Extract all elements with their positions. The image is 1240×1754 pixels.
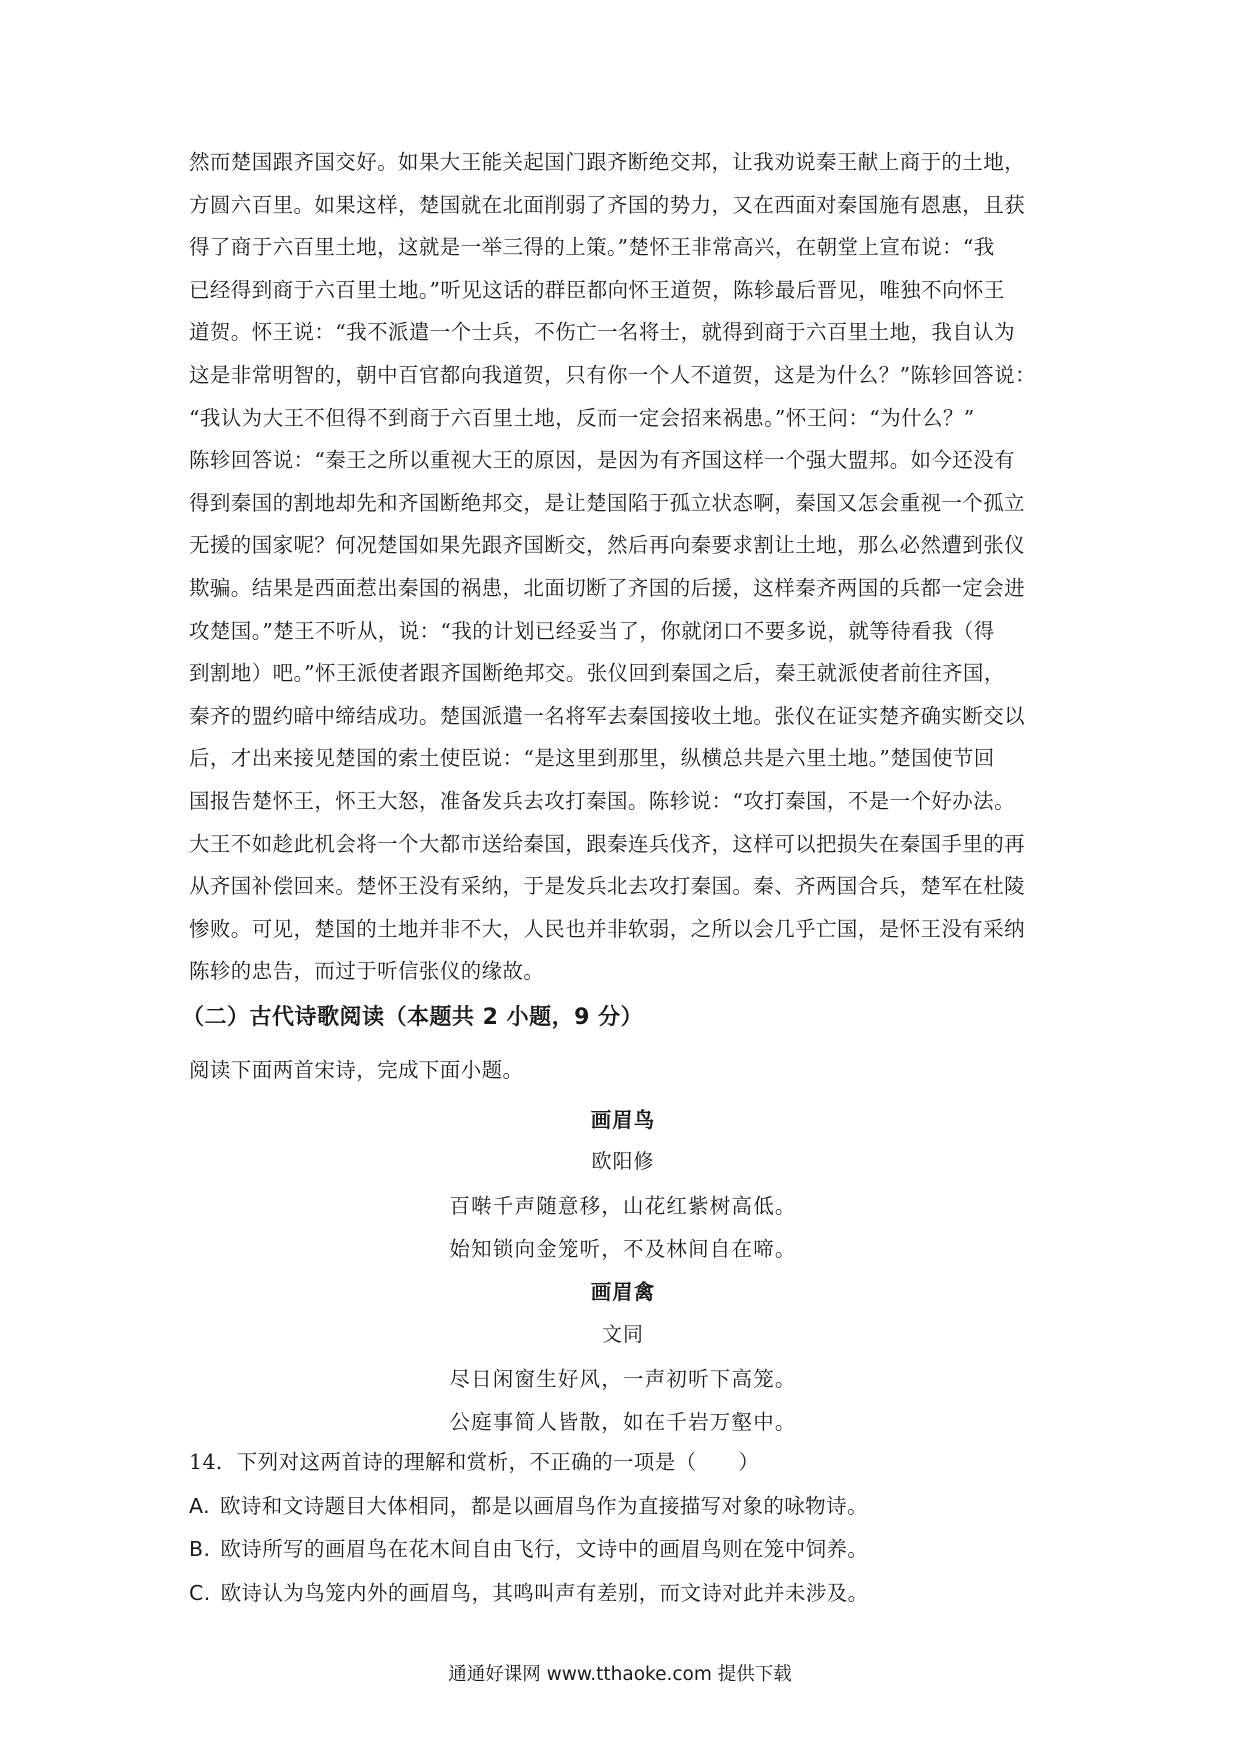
poem-line: 尽日闲窗生好风，一声初听下高笼。 bbox=[449, 1367, 797, 1391]
question-14-stem: 14．下列对这两首诗的理解和赏析，不正确的一项是（ ） bbox=[189, 1450, 760, 1474]
passage-line: 无援的国家呢？何况楚国如果先跟齐国断交，然后再向秦要求割让土地，那么必然遭到张仪 bbox=[189, 533, 1025, 558]
passage-line: 得了商于六百里土地，这就是一举三得的上策。”楚怀王非常高兴，在朝堂上宣布说：“我 bbox=[189, 235, 995, 260]
passage-line: 陈轸回答说：“秦王之所以重视大王的原因，是因为有齐国这样一个强大盟邦。如今还没有 bbox=[189, 448, 1015, 473]
poem-line: 始知锁向金笼听，不及林间自在啼。 bbox=[449, 1237, 797, 1261]
option-text: 欧诗和文诗题目大体相同，都是以画眉鸟作为直接描写对象的咏物诗。 bbox=[219, 1494, 868, 1518]
poem-1-author-block bbox=[189, 1145, 1057, 1174]
poem-2 bbox=[189, 1275, 1057, 1305]
passage-line: “我认为大王不但得不到商于六百里土地，反而一定会招来祸患。”怀王问：“为什么？” bbox=[189, 405, 975, 430]
poem-2-line-2-block bbox=[189, 1405, 1057, 1435]
passage-line: 从齐国补偿回来。楚怀王没有采纳，于是发兵北去攻打秦国。秦、齐两国合兵，楚军在杜陵 bbox=[189, 874, 1025, 899]
poem-1-line-1-block bbox=[189, 1189, 1057, 1219]
passage-line: 惨败。可见，楚国的土地并非不大，人民也并非软弱，之所以会几乎亡国，是怀王没有采纳 bbox=[189, 916, 1025, 941]
poem-line: 百啭千声随意移，山花红紫树高低。 bbox=[449, 1194, 797, 1218]
poem-2-line-1-block bbox=[189, 1362, 1057, 1392]
option-letter: B. bbox=[189, 1537, 211, 1561]
option-text: 欧诗所写的画眉鸟在花木间自由飞行，文诗中的画眉鸟则在笼中饲养。 bbox=[220, 1537, 869, 1561]
passage-line: 国报告楚怀王，怀王大怒，准备发兵去攻打秦国。陈轸说：“攻打秦国，不是一个好办法。 bbox=[189, 788, 1015, 813]
passage-line: 攻楚国。”楚王不听从，说：“我的计划已经妥当了，你就闭口不要多说，就等待看我（得 bbox=[189, 618, 995, 643]
option-a[interactable] bbox=[189, 1489, 868, 1519]
poem-title: 画眉鸟 bbox=[590, 1108, 656, 1132]
passage-line: 然而楚国跟齐国交好。如果大王能关起国门跟齐断绝交邦，让我劝说秦王献上商于的土地， bbox=[189, 150, 1025, 174]
passage-line: 道贺。怀王说：“我不派遣一个士兵，不伤亡一名将士，就得到商于六百里土地，我自认为 bbox=[189, 320, 1015, 345]
passage-line: 到割地）吧。”怀王派使者跟齐国断绝邦交。张仪回到秦国之后，秦王就派使者前往齐国， bbox=[189, 661, 1005, 686]
passage-line: 得到秦国的割地却先和齐国断绝邦交，是让楚国陷于孤立状态啊，秦国又怎会重视一个孤立 bbox=[189, 490, 1025, 515]
passage-line: 大王不如趁此机会将一个大都市送给秦国，跟秦连兵伐齐，这样可以把损失在秦国手里的再 bbox=[189, 831, 1025, 856]
option-letter: A. bbox=[189, 1494, 210, 1518]
passage-translation bbox=[189, 141, 1057, 993]
option-text: 欧诗认为鸟笼内外的画眉鸟，其鸣叫声有差别，而文诗对此并未涉及。 bbox=[220, 1581, 869, 1605]
passage-line: 已经得到商于六百里土地。”听见这话的群臣都向怀王道贺，陈轸最后晋见，唯独不向怀王 bbox=[189, 277, 1005, 302]
option-b[interactable] bbox=[189, 1532, 868, 1562]
passage-line: 后，才出来接见楚国的索土使臣说：“是这里到那里，纵横总共是六里土地。”楚国使节回 bbox=[189, 746, 995, 771]
page-footer: 通通好课网 www.tthaoke.com 提供下载 bbox=[448, 1664, 792, 1685]
passage-line: 陈轸的忠告，而过于听信张仪的缘故。 bbox=[189, 959, 545, 984]
section-heading: （二）古代诗歌阅读（本题共 2 小题，9 分） bbox=[182, 1005, 644, 1030]
section-instruction: 阅读下面两首宋诗，完成下面小题。 bbox=[189, 1058, 524, 1082]
poem-author: 欧阳修 bbox=[591, 1149, 655, 1173]
poem-1-line-2-block bbox=[189, 1232, 1057, 1262]
option-letter: C. bbox=[189, 1581, 211, 1605]
passage-line: 这是非常明智的，朝中百官都向我道贺，只有你一个人不道贺，这是为什么？”陈轸回答说： bbox=[189, 362, 1036, 387]
passage-line: 欺骗。结果是西面惹出秦国的祸患，北面切断了齐国的后援，这样秦齐两国的兵都一定会进 bbox=[189, 575, 1025, 600]
poem-title: 画眉禽 bbox=[590, 1280, 656, 1304]
poem-line: 公庭事简人皆散，如在千岩万壑中。 bbox=[449, 1410, 797, 1434]
option-c[interactable] bbox=[189, 1576, 869, 1606]
poem-author: 文同 bbox=[602, 1322, 644, 1346]
passage-line: 方圆六百里。如果这样，楚国就在北面削弱了齐国的势力，又在西面对秦国施有恩惠，且获 bbox=[189, 192, 1025, 217]
poem-1 bbox=[189, 1103, 1057, 1133]
poem-2-author-block bbox=[189, 1318, 1057, 1347]
passage-line: 秦齐的盟约暗中缔结成功。楚国派遣一名将军去秦国接收土地。张仪在证实楚齐确实断交以 bbox=[189, 703, 1025, 728]
